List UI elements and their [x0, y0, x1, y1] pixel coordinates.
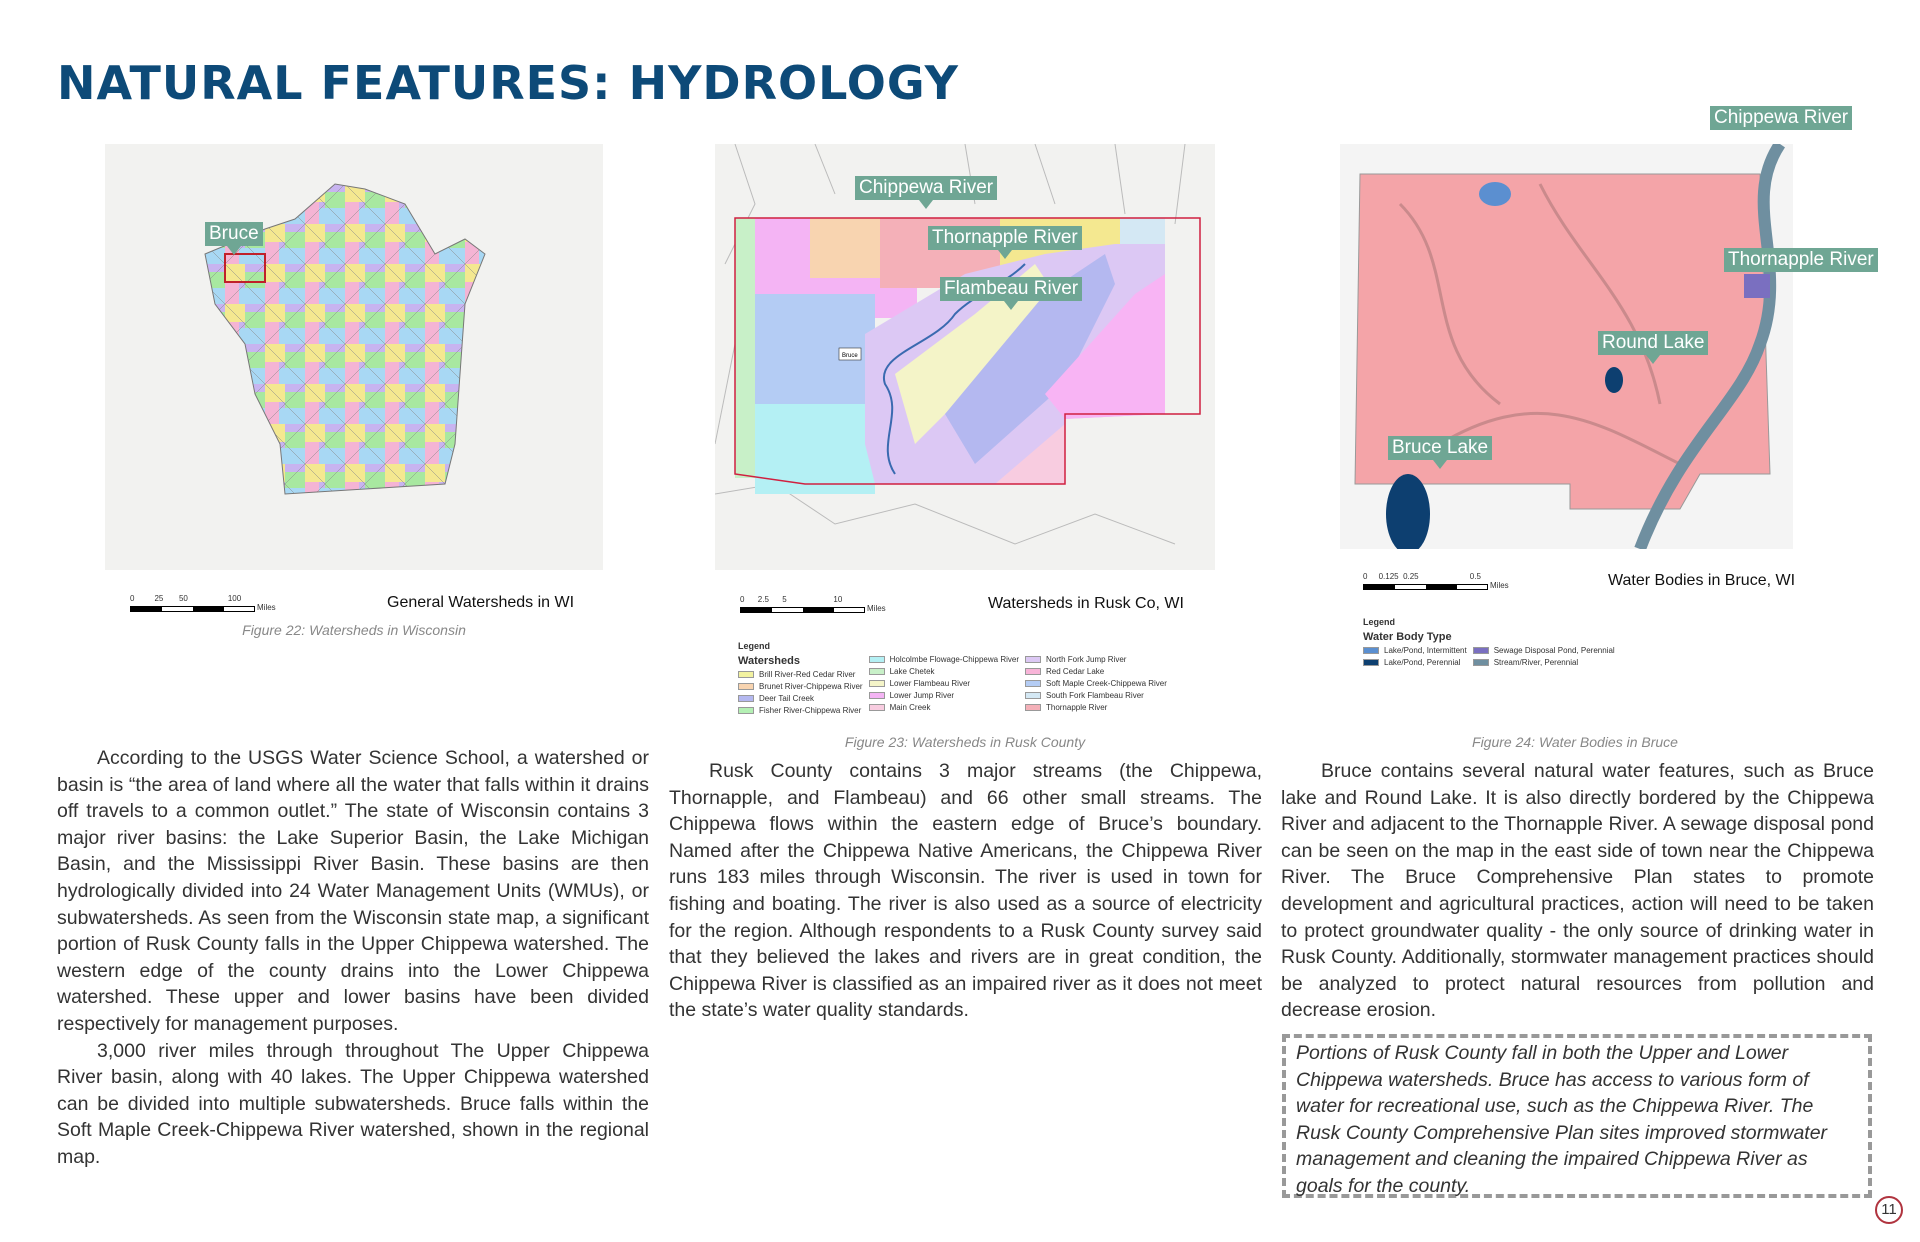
legend-item	[738, 670, 863, 679]
legend-item	[738, 694, 863, 703]
legend-label: Holcolmbe Flowage-Chippewa River	[889, 655, 1019, 664]
map-label-thornapple-river: Thornapple River	[1724, 248, 1878, 272]
legend-item	[1025, 691, 1167, 700]
map-label-chippewa-river: Chippewa River	[855, 176, 997, 200]
watersheds-legend: Legend Watersheds Brill River-Red Cedar River Brunet River-Chippewa River Deer Tail Creek Fisher River-Chippewa River Holcolmbe Flowage-Chippewa River Lake Chetek Lower Flambeau River Lower Jump River Main Creek North Fork Jump River Red Cedar Lake Soft Maple Creek-Chippewa River South Fork Flambeau River Thornapple River	[738, 641, 1167, 715]
rusk-county-watersheds-map	[715, 144, 1215, 570]
figure-caption: Figure 22: Watersheds in Wisconsin	[242, 622, 466, 638]
figure-caption: Figure 23: Watersheds in Rusk County	[844, 734, 1086, 750]
callout-box: Portions of Rusk County fall in both the Upper and Lower Chippewa watersheds. Bruce has access to various form of water for recreational use, such as the Chippewa River. The Rusk County Comprehensive Plan sites improved stormwater management and cleaning the impaired Chippewa River as goals for the county.	[1282, 1034, 1872, 1198]
legend-item	[1025, 667, 1167, 676]
legend-swatch	[1473, 659, 1489, 666]
legend-swatch	[738, 695, 754, 702]
legend-label: Lake/Pond, Intermittent	[1384, 646, 1467, 655]
legend-swatch	[869, 656, 885, 663]
scale-bar: 0 0.125 0.25 0.5 Miles	[1363, 572, 1509, 590]
legend-label: Brunet River-Chippewa River	[759, 682, 863, 691]
legend-item	[1025, 703, 1167, 712]
legend-item	[738, 706, 863, 715]
legend-swatch	[1025, 692, 1041, 699]
legend-swatch	[1025, 668, 1041, 675]
map-label-chippewa-river: Chippewa River	[1710, 106, 1852, 130]
map-label-flambeau-river: Flambeau River	[940, 277, 1082, 301]
scale-bar: 0 25 50 100 Miles	[130, 594, 276, 612]
legend-label: Thornapple River	[1045, 703, 1108, 712]
body-column-1: According to the USGS Water Science School, a watershed or basin is “the area of land where all the water that falls within it drains off travels to a common outlet.” The state of Wisconsin contains 3 major river basins: the Lake Superior Basin, the Lake Michigan Basin, and the Mississippi River Basin. These basins are then hydrologically divided into 24 Water Management Units (WMUs), or subwatersheds. As seen from the Wisconsin state map, a significant portion of Rusk County falls in the Upper Chippewa watershed. The western edge of the county drains into the Lower Chippewa watershed. These upper and lower basins have been divided respectively for management purposes. 3,000 river miles through throughout The Upper Chippewa River basin, along with 40 lakes. The Upper Chippewa watershed can be divided into multiple subwatersheds. Bruce falls within the Soft Maple Creek-Chippewa River watershed, shown in the regional map.	[57, 747, 649, 1168]
map-title: General Watersheds in WI	[387, 594, 575, 611]
legend-label: Brill River-Red Cedar River	[759, 670, 856, 679]
legend-label: North Fork Jump River	[1045, 655, 1127, 664]
legend-swatch	[869, 704, 885, 711]
legend-item	[1025, 655, 1167, 664]
map-label-round-lake: Round Lake	[1598, 331, 1708, 355]
body-column-3: Bruce contains several natural water features, such as Bruce lake and Round Lake. It is also directly bordered by the Chippewa River and adjacent to the Thornapple River. A sewage disposal pond can be seen on the map in the east side of town near the Chippewa River. The Bruce Comprehensive Plan states to promote development and agricultural practices, action will need to be taken to protect groundwater quality - the only source of drinking water in Rusk County. Additionally, stormwater management practices should be analyzed to protect natural resources from pollution and decrease erosion.	[1281, 760, 1874, 1022]
map-label-bruce: Bruce	[205, 222, 263, 246]
legend-swatch	[1025, 680, 1041, 687]
map-label-thornapple-river: Thornapple River	[928, 226, 1082, 250]
legend-label: Soft Maple Creek-Chippewa River	[1045, 679, 1167, 688]
legend-swatch	[1473, 647, 1489, 654]
legend-swatch	[738, 707, 754, 714]
legend-item	[1473, 646, 1615, 655]
map-title: Water Bodies in Bruce, WI	[1608, 572, 1796, 589]
map-title: Watersheds in Rusk Co, WI	[988, 595, 1184, 612]
page-number: 11	[1875, 1196, 1903, 1224]
legend-label: Main Creek	[889, 703, 931, 712]
legend-label: Sewage Disposal Pond, Perennial	[1493, 646, 1615, 655]
legend-item	[869, 655, 1019, 664]
legend-item	[869, 703, 1019, 712]
legend-swatch	[1363, 647, 1379, 654]
figure-caption: Figure 24: Water Bodies in Bruce	[1472, 734, 1678, 750]
page-title: NATURAL FEATURES: HYDROLOGY	[57, 56, 959, 110]
legend-item	[738, 682, 863, 691]
legend-swatch	[738, 683, 754, 690]
legend-label: Stream/River, Perennial	[1493, 658, 1579, 667]
legend-label: Red Cedar Lake	[1045, 667, 1105, 676]
legend-swatch	[869, 668, 885, 675]
legend-item	[1363, 646, 1467, 655]
body-column-2: Rusk County contains 3 major streams (the Chippewa, Thornapple, and Flambeau) and 66 other small streams. The Chippewa flows within the eastern edge of Bruce’s boundary. Named after the Chippewa Native Americans, the Chippewa River runs 183 miles through Wisconsin. The river is used in town for fishing and boating. The river is also used as a source of electricity for the region. Although respondents to a Rusk County survey said that they believed the lakes and rivers are in great condition, the Chippewa River is classified as an impaired river as it does not meet the state’s water quality standards.	[669, 760, 1262, 1022]
legend-label: Lower Jump River	[889, 691, 955, 700]
legend-swatch	[738, 671, 754, 678]
legend-item	[869, 679, 1019, 688]
legend-swatch	[869, 680, 885, 687]
legend-item	[1025, 679, 1167, 688]
legend-label: Lake Chetek	[889, 667, 935, 676]
legend-item	[869, 691, 1019, 700]
scale-bar: 0 2.5 5 10 Miles	[740, 595, 886, 613]
water-body-legend: Legend Water Body Type Lake/Pond, Intermittent Lake/Pond, Perennial Sewage Disposal Pond, Perennial Stream/River, Perennial	[1363, 617, 1615, 667]
legend-item	[1363, 658, 1467, 667]
map-label-bruce-lake: Bruce Lake	[1388, 436, 1492, 460]
legend-label: Deer Tail Creek	[759, 694, 814, 703]
legend-item	[1473, 658, 1615, 667]
legend-label: Fisher River-Chippewa River	[759, 706, 862, 715]
legend-swatch	[869, 692, 885, 699]
bruce-water-bodies-map	[1340, 144, 1793, 549]
town-label: Bruce	[842, 353, 858, 359]
legend-label: South Fork Flambeau River	[1045, 691, 1144, 700]
legend-label: Lower Flambeau River	[889, 679, 971, 688]
legend-swatch	[1025, 704, 1041, 711]
legend-item	[869, 667, 1019, 676]
legend-swatch	[1363, 659, 1379, 666]
wisconsin-watersheds-map	[105, 144, 603, 570]
legend-swatch	[1025, 656, 1041, 663]
legend-label: Lake/Pond, Perennial	[1384, 658, 1461, 667]
